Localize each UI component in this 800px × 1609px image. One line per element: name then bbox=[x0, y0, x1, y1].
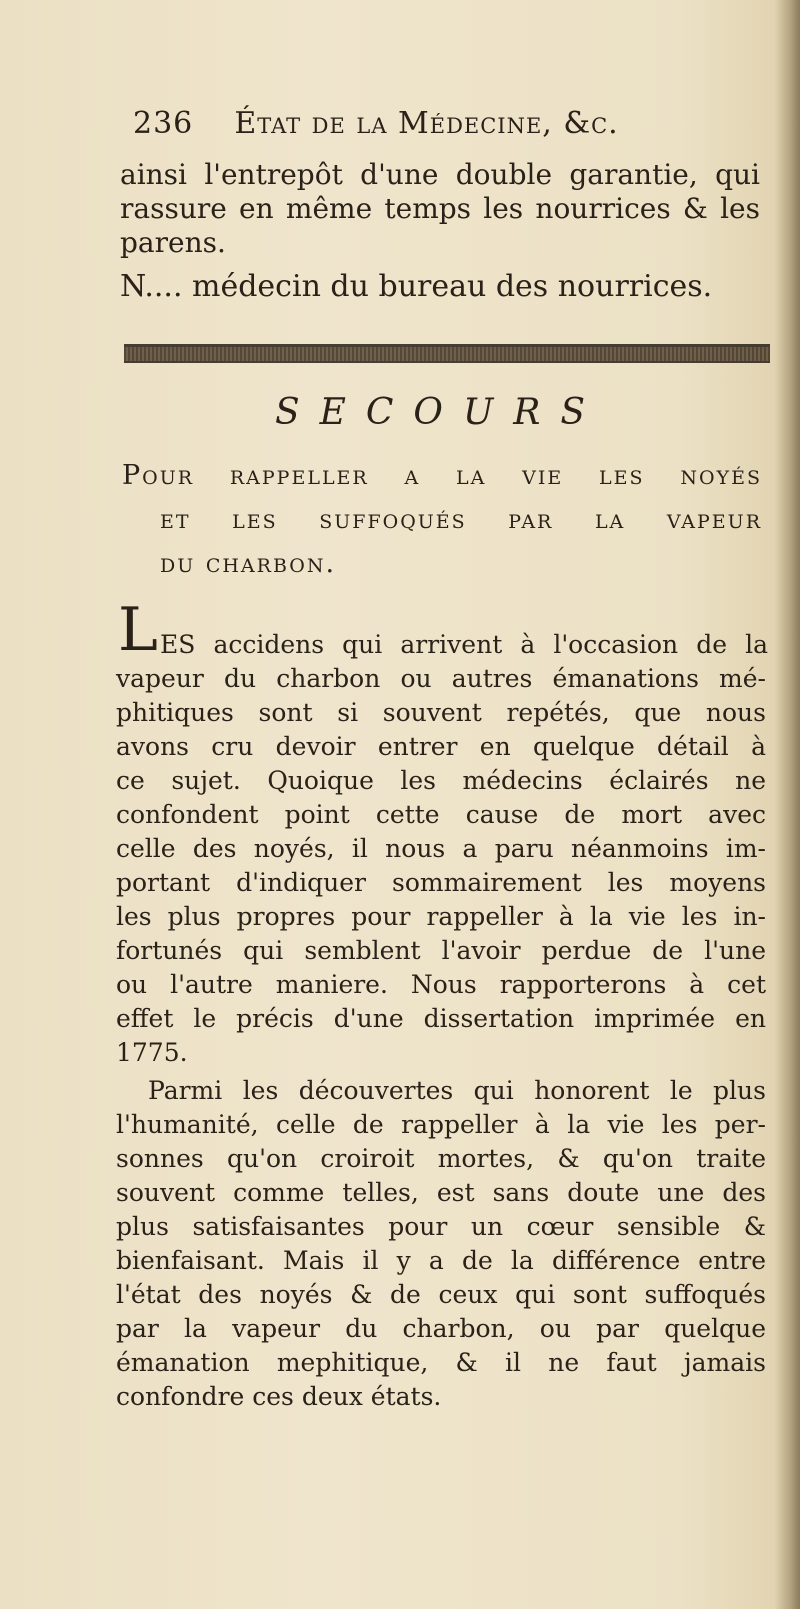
section-subtitle-line: et les suffoqués par la vapeur bbox=[160, 504, 762, 535]
paragraph-line: plus satisfaisantes pour un cœur sensible & bbox=[116, 1212, 766, 1241]
ornamental-rule bbox=[124, 344, 770, 363]
paragraph-line: sonnes qu'on croiroit mortes, & qu'on traite bbox=[116, 1144, 766, 1173]
drop-cap: L bbox=[118, 595, 158, 665]
paragraph-line: 1775. bbox=[116, 1038, 188, 1067]
paragraph-line: celle des noyés, il nous a paru néanmoins im- bbox=[116, 834, 766, 863]
running-header bbox=[133, 106, 763, 141]
paragraph-line: ES accidens qui arrivent à l'occasion de la bbox=[160, 630, 768, 659]
paragraph-line: confondre ces deux états. bbox=[116, 1382, 442, 1411]
paragraph-line: avons cru devoir entrer en quelque détail à bbox=[116, 732, 766, 761]
paragraph-line: les plus propres pour rappeller à la vie les in- bbox=[116, 902, 766, 931]
paragraph-line: ou l'autre maniere. Nous rapporterons à cet bbox=[116, 970, 766, 999]
paragraph-line: confondent point cette cause de mort avec bbox=[116, 800, 766, 829]
paragraph-line: bienfaisant. Mais il y a de la différence entre bbox=[116, 1246, 766, 1275]
paragraph-line: ce sujet. Quoique les médecins éclairés ne bbox=[116, 766, 766, 795]
paragraph-line: souvent comme telles, est sans doute une des bbox=[116, 1178, 766, 1207]
paragraph-line: portant d'indiquer sommairement les moyens bbox=[116, 868, 766, 897]
top-paragraph-line: parens. bbox=[120, 226, 226, 259]
paragraph-line: l'humanité, celle de rappeller à la vie les per- bbox=[116, 1110, 766, 1139]
paragraph-line: effet le précis d'une dissertation imprimée en bbox=[116, 1004, 766, 1033]
section-title: SECOURS bbox=[274, 392, 606, 433]
paragraph-line: émanation mephitique, & il ne faut jamais bbox=[116, 1348, 766, 1377]
signature-line: N.... médecin du bureau des nourrices. bbox=[120, 269, 713, 304]
paragraph-line: par la vapeur du charbon, ou par quelque bbox=[116, 1314, 766, 1343]
running-title: État de la Médecine, &c. bbox=[234, 106, 619, 141]
top-paragraph-line: rassure en même temps les nourrices & les bbox=[120, 192, 760, 225]
page-edge-shadow bbox=[774, 0, 800, 1609]
paragraph-line: l'état des noyés & de ceux qui sont suffoqués bbox=[116, 1280, 766, 1309]
section-subtitle-line: du charbon. bbox=[160, 548, 337, 579]
top-paragraph-line: ainsi l'entrepôt d'une double garantie, qui bbox=[120, 158, 760, 191]
paragraph-line: phitiques sont si souvent repétés, que nous bbox=[116, 698, 766, 727]
paragraph-line: Parmi les découvertes qui honorent le plus bbox=[148, 1076, 766, 1105]
paragraph-line: fortunés qui semblent l'avoir perdue de l'une bbox=[116, 936, 766, 965]
paragraph-line: vapeur du charbon ou autres émanations mé- bbox=[116, 664, 766, 693]
section-subtitle-line: Pour rappeller a la vie les noyés bbox=[122, 460, 762, 491]
page-number: 236 bbox=[133, 106, 194, 141]
